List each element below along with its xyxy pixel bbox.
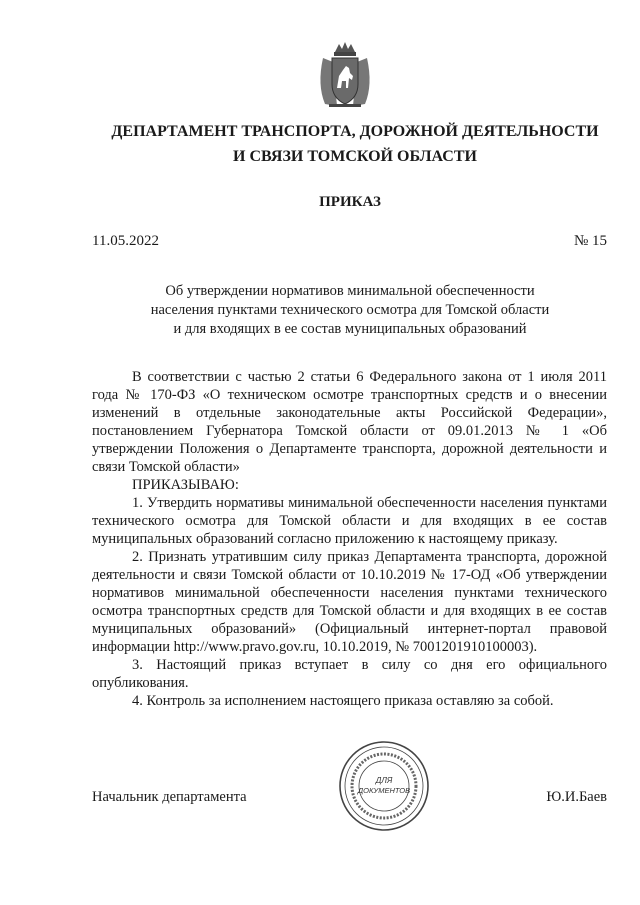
order-date: 11.05.2022 (92, 233, 159, 249)
stamp-text-line1: ДЛЯ (375, 776, 393, 785)
official-stamp (338, 740, 430, 832)
subject-line-3: и для входящих в ее состав муниципальных образований (173, 321, 527, 337)
subject-line-1: Об утверждении нормативов минимальной обеспеченности (165, 283, 535, 299)
coat-of-arms-emblem (315, 40, 375, 110)
document-type-title: ПРИКАЗ (319, 194, 381, 210)
order-item-2: 2. Признать утратившим силу приказ Департамента транспорта, дорожной деятельности и связи Томской области от 10.10.2019 № 17-ОД «Об утверждении нормативов минимальной обеспеченности населения пунктами технического осмотра транспортных средств для Томской области и для входящих в ее состав муниципальных образований» (Официальный интернет-портал правовой информации http://www.pravo.gov.ru, 10.10.2019, № 7001201910100003). (92, 549, 607, 655)
order-directive-word: ПРИКАЗЫВАЮ: (132, 477, 239, 493)
signatory-position: Начальник департамента (92, 789, 247, 805)
order-item-4: 4. Контроль за исполнением настоящего приказа оставляю за собой. (132, 693, 554, 709)
order-item-1: 1. Утвердить нормативы минимальной обеспеченности населения пунктами технического осмотра для Томской области и для входящих в ее состав муниципальных образований согласно приложению к настоящему приказу. (92, 495, 607, 547)
order-item-3: 3. Настоящий приказ вступает в силу со дня его официального опубликования. (92, 657, 607, 691)
order-number: № 15 (573, 233, 607, 249)
order-body (92, 368, 607, 710)
stamp-text-line2: ДОКУМЕНТОВ (357, 786, 411, 795)
department-name-line2: И СВЯЗИ ТОМСКОЙ ОБЛАСТИ (233, 148, 477, 165)
preamble-paragraph: В соответствии с частью 2 статьи 6 Федерального закона от 1 июля 2011 года № 170-ФЗ «О техническом осмотре транспортных средств и о внесении изменений в отдельные законодательные акты Российской Федерации», постановлением Губернатора Томской области от 09.01.2013 № 1 «Об утверждении Положения о Департаменте транспорта, дорожной деятельности и связи Томской области» (92, 369, 607, 475)
signatory-name: Ю.И.Баев (546, 789, 607, 805)
department-name-line1: ДЕПАРТАМЕНТ ТРАНСПОРТА, ДОРОЖНОЙ ДЕЯТЕЛЬНОСТИ (111, 123, 599, 140)
subject-line-2: населения пунктами технического осмотра для Томской области (150, 302, 550, 318)
